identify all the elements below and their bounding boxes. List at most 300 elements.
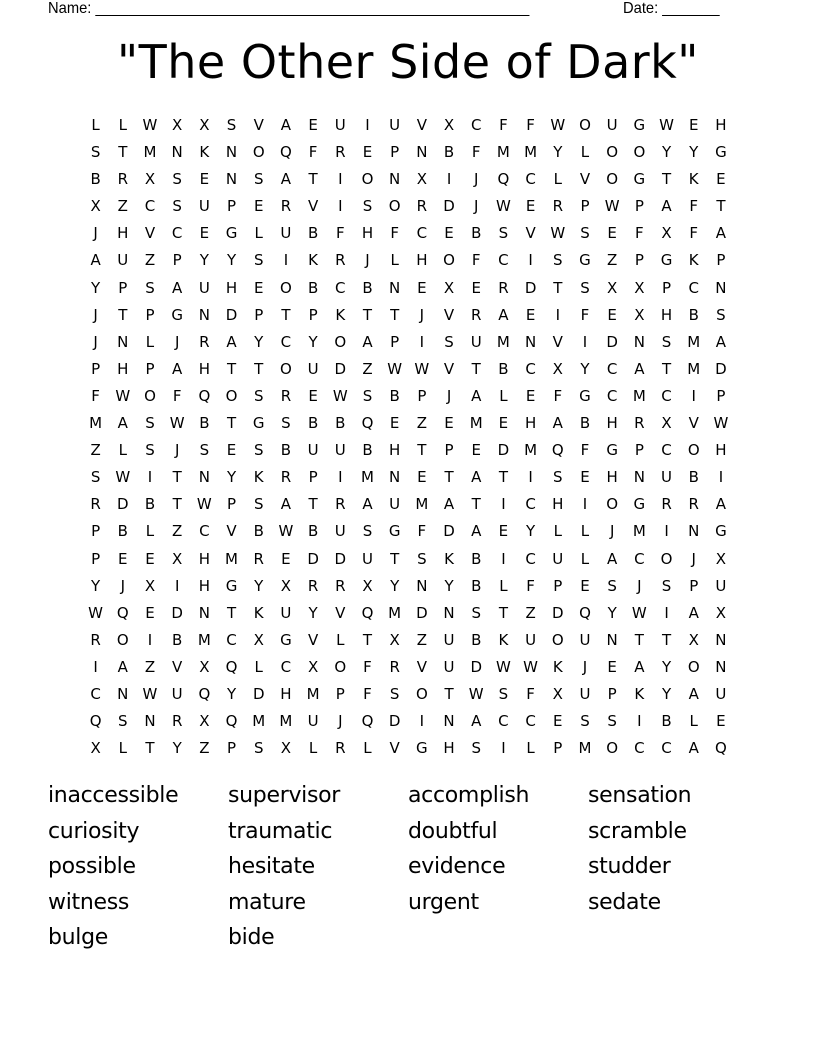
grid-cell: T [226,603,237,622]
grid-cell: N [225,170,238,189]
grid-cell: M [360,468,374,487]
grid-cell: Y [661,143,672,162]
grid-cell: T [226,359,237,378]
grid-cell: O [633,143,646,162]
grid-cell: X [172,116,183,134]
grid-cell: F [417,522,427,541]
grid-cell: S [362,522,373,541]
grid-cell: E [580,468,590,487]
grid-cell: S [253,170,264,189]
grid-cell: U [552,549,564,568]
grid-cell: N [443,603,455,622]
grid-cell: T [553,278,563,297]
grid-cell: O [443,251,455,270]
grid-cell: S [253,739,264,758]
grid-cell: N [198,305,210,324]
grid-cell: R [199,332,210,351]
grid-cell: P [145,359,155,378]
grid-cell: F [580,441,590,460]
grid-cell: C [416,224,428,243]
grid-cell: B [307,522,319,541]
grid-cell: K [444,549,454,568]
grid-cell: S [716,305,726,324]
grid-cell: R [335,143,346,162]
grid-cell: P [634,197,644,216]
grid-cell: X [661,414,672,433]
grid-cell: B [443,143,455,162]
grid-cell: B [199,414,210,433]
grid-cell: G [252,414,265,433]
grid-cell: H [198,576,210,595]
grid-cell: C [525,495,536,514]
grid-cell: H [117,224,129,243]
grid-cell: G [633,170,646,189]
grid-cell: D [552,603,564,622]
word-list-item: bulge [48,925,109,950]
grid-cell: K [498,630,509,649]
grid-cell: U [280,224,292,243]
grid-cell: X [552,359,563,378]
grid-cell: X [661,224,672,243]
grid-cell: Z [172,522,183,541]
grid-cell: N [416,576,428,595]
grid-cell: L [363,739,372,758]
grid-cell: S [90,143,101,162]
grid-cell: E [553,712,563,731]
grid-cell: C [661,441,672,460]
grid-cell: L [580,522,590,541]
grid-cell: L [254,224,263,243]
grid-cell: F [635,224,644,243]
grid-cell: G [225,224,238,243]
grid-cell: U [443,630,455,649]
grid-cell: M [197,630,211,649]
grid-cell: Z [144,251,156,270]
grid-cell: O [334,332,347,351]
grid-cell: X [90,739,101,758]
grid-cell: H [606,414,618,433]
grid-cell: X [307,657,319,676]
grid-cell: L [526,739,535,758]
grid-cell: H [443,739,455,758]
grid-cell: C [525,359,536,378]
grid-cell: E [308,386,318,405]
grid-cell: B [253,522,264,541]
grid-cell: W [468,684,484,703]
grid-cell: F [689,197,699,216]
grid-cell: N [715,630,727,649]
grid-cell: F [526,576,535,595]
grid-cell: J [93,305,98,324]
grid-cell: C [226,630,237,649]
grid-cell: U [389,495,401,514]
grid-cell: T [471,495,481,514]
grid-cell: R [335,495,346,514]
grid-cell: E [226,441,237,460]
grid-cell: Y [607,603,617,622]
grid-cell: Y [254,576,264,595]
grid-cell: Z [525,603,536,622]
grid-cell: V [552,332,563,351]
grid-cell: B [117,522,128,541]
grid-cell: E [607,305,617,324]
grid-cell: O [606,495,619,514]
grid-cell: G [280,630,292,649]
grid-cell: S [607,712,617,731]
grid-cell: X [253,630,264,649]
grid-cell: L [118,441,127,460]
grid-cell: W [196,495,212,514]
grid-cell: Q [715,739,727,758]
grid-cell: H [225,278,238,297]
grid-cell: M [496,143,510,162]
grid-cell: C [661,739,672,758]
grid-cell: A [688,739,699,758]
grid-cell: N [117,332,129,351]
grid-cell: T [254,359,264,378]
grid-cell: V [307,630,319,649]
grid-cell: B [335,414,346,433]
word-list [48,780,768,958]
grid-cell: I [283,251,289,270]
grid-cell: A [715,495,727,514]
grid-cell: M [524,441,538,460]
grid-cell: V [579,170,591,189]
name-date-header [48,0,720,20]
grid-cell: W [115,386,131,405]
grid-cell: R [280,197,292,216]
grid-cell: P [308,305,318,324]
grid-cell: B [362,278,373,297]
grid-cell: H [280,684,292,703]
grid-cell: S [253,251,264,270]
grid-cell: I [555,305,560,324]
grid-cell: U [525,630,537,649]
grid-cell: W [169,414,185,433]
grid-cell: L [254,657,263,676]
grid-cell: M [415,495,429,514]
grid-cell: E [607,657,617,676]
grid-cell: B [172,630,183,649]
grid-cell: X [199,712,210,731]
grid-cell: T [661,630,672,649]
grid-cell: C [498,712,509,731]
grid-cell: A [172,278,183,297]
grid-cell: F [526,116,535,134]
grid-cell: P [417,386,427,405]
grid-cell: B [307,224,319,243]
grid-cell: N [633,468,645,487]
grid-cell: P [227,495,237,514]
grid-cell: B [688,305,699,324]
word-list-item: studder [588,854,671,879]
grid-cell: T [172,495,182,514]
grid-cell: E [253,278,264,297]
grid-cell: C [525,170,536,189]
grid-cell: O [660,549,673,568]
grid-cell: P [227,197,237,216]
grid-cell: I [501,739,506,758]
grid-cell: Q [497,170,510,189]
grid-cell: Q [551,441,564,460]
grid-cell: C [634,549,645,568]
grid-cell: Z [199,739,210,758]
grid-cell: H [715,116,727,134]
grid-cell: A [362,332,373,351]
word-list-item: witness [48,889,130,915]
grid-cell: M [225,549,238,568]
grid-cell: E [417,468,427,487]
word-list-item: sensation [588,783,692,808]
grid-cell: X [715,549,727,568]
grid-cell: L [145,332,155,351]
grid-cell: P [716,251,726,270]
grid-cell: Y [553,143,563,162]
grid-cell: O [606,739,619,758]
grid-cell: T [498,603,508,622]
grid-cell: A [280,495,292,514]
grid-cell: S [389,684,400,703]
grid-cell: S [580,712,590,731]
grid-cell: S [661,576,672,595]
grid-cell: N [606,630,618,649]
grid-cell: Y [254,332,264,351]
grid-cell: Y [226,684,237,703]
grid-cell: A [172,359,183,378]
grid-cell: W [88,603,104,622]
grid-cell: H [660,305,673,324]
grid-cell: W [523,657,539,676]
grid-cell: J [582,657,588,676]
grid-cell: V [335,603,346,622]
grid-cell: V [226,522,237,541]
grid-cell: E [525,386,536,405]
grid-cell: Y [689,143,699,162]
grid-cell: N [144,712,156,731]
grid-cell: U [307,441,319,460]
grid-cell: K [552,657,563,676]
grid-cell: I [691,386,696,405]
grid-cell: H [389,441,401,460]
grid-cell: N [225,143,238,162]
grid-cell: Q [280,143,292,162]
grid-cell: U [470,332,482,351]
grid-cell: R [335,739,346,758]
grid-cell: I [528,251,533,270]
grid-cell: O [144,386,156,405]
grid-cell: A [688,603,699,622]
grid-cell: F [526,684,535,703]
grid-cell: W [414,359,430,378]
grid-cell: C [335,278,346,297]
grid-cell: B [661,712,672,731]
grid-cell: W [142,684,158,703]
grid-cell: P [553,576,563,595]
grid-cell: T [362,630,373,649]
grid-cell: O [579,116,591,134]
grid-cell: Q [116,603,129,622]
grid-cell: B [471,630,482,649]
grid-cell: Y [91,278,101,297]
grid-cell: X [199,116,210,134]
grid-cell: T [444,684,454,703]
grid-cell: R [471,305,482,324]
grid-cell: Z [607,251,618,270]
grid-cell: C [606,386,618,405]
grid-cell: R [280,386,292,405]
grid-cell: Z [416,414,427,433]
grid-cell: L [91,116,100,134]
grid-cell: A [607,549,618,568]
grid-cell: N [633,332,645,351]
grid-cell: J [637,576,642,595]
grid-cell: P [118,278,128,297]
grid-cell: E [145,603,155,622]
grid-cell: E [471,441,481,460]
grid-cell: G [579,386,591,405]
grid-cell: U [661,468,673,487]
grid-cell: R [688,495,699,514]
grid-cell: E [118,549,128,568]
grid-cell: I [147,468,153,487]
grid-cell: T [118,143,128,162]
grid-cell: L [580,549,590,568]
grid-cell: A [362,495,373,514]
grid-cell: R [307,576,319,595]
grid-cell: I [664,522,669,541]
grid-cell: X [144,170,156,189]
grid-cell: U [334,441,346,460]
grid-cell: F [308,143,318,162]
grid-cell: S [417,549,427,568]
grid-cell: Q [198,684,211,703]
grid-cell: E [716,712,726,731]
grid-cell: T [362,305,373,324]
grid-cell: J [691,549,696,568]
grid-cell: O [606,143,619,162]
grid-cell: X [144,576,156,595]
grid-cell: N [443,712,455,731]
grid-cell: L [118,116,127,134]
grid-cell: T [444,468,454,487]
grid-cell: G [606,441,618,460]
grid-cell: B [307,278,319,297]
grid-cell: V [688,414,699,433]
grid-cell: R [498,278,509,297]
grid-cell: I [501,495,506,514]
grid-cell: M [469,414,483,433]
grid-cell: D [252,684,265,703]
grid-cell: V [253,116,264,134]
grid-cell: T [661,359,672,378]
grid-cell: V [389,739,400,758]
grid-cell: I [338,170,343,189]
grid-cell: U [198,278,210,297]
grid-cell: O [388,197,401,216]
grid-cell: E [362,143,373,162]
grid-cell: I [582,332,588,351]
grid-cell: A [280,170,292,189]
grid-cell: N [715,278,727,297]
grid-cell: D [443,197,455,216]
grid-cell: G [579,251,591,270]
grid-cell: W [713,414,729,433]
grid-cell: I [528,468,533,487]
grid-cell: O [606,170,619,189]
grid-cell: E [498,414,509,433]
grid-cell: S [145,414,155,433]
grid-cell: P [145,305,155,324]
grid-cell: R [253,549,264,568]
grid-cell: G [171,305,183,324]
word-list-item: inaccessible [48,783,179,808]
grid-cell: U [361,549,373,568]
grid-cell: S [172,197,182,216]
word-list-item: supervisor [228,783,341,808]
grid-cell: S [553,251,563,270]
grid-cell: U [171,684,183,703]
grid-cell: R [90,630,101,649]
grid-cell: Z [144,657,156,676]
grid-cell: O [687,441,700,460]
grid-cell: F [471,143,481,162]
grid-cell: B [307,414,319,433]
word-list-item: accomplish [408,783,530,808]
grid-cell: P [254,305,264,324]
grid-cell: N [389,468,401,487]
grid-cell: F [363,657,372,676]
grid-cell: A [715,224,727,243]
grid-cell: T [498,468,508,487]
grid-cell: R [171,712,183,731]
grid-cell: I [338,468,343,487]
grid-cell: N [171,143,183,162]
grid-cell: S [199,441,210,460]
grid-cell: R [90,495,101,514]
grid-cell: U [198,197,210,216]
grid-cell: I [419,712,425,731]
grid-cell: P [390,143,400,162]
word-list-item: hesitate [228,854,315,879]
grid-cell: C [90,684,101,703]
grid-cell: Q [198,386,211,405]
grid-cell: G [633,116,646,134]
grid-cell: A [552,414,563,433]
grid-cell: M [496,332,510,351]
grid-cell: E [525,197,536,216]
grid-cell: T [281,305,291,324]
grid-cell: Q [361,712,374,731]
grid-cell: E [281,549,291,568]
grid-cell: N [524,332,537,351]
grid-cell: F [553,386,563,405]
grid-cell: K [308,251,319,270]
grid-cell: P [91,359,101,378]
grid-cell: A [471,468,482,487]
grid-cell: F [689,224,699,243]
word-list-item: bide [228,925,275,950]
grid-cell: B [144,495,156,514]
grid-cell: T [390,305,400,324]
grid-cell: S [253,495,264,514]
grid-cell: P [172,251,182,270]
grid-cell: H [117,359,129,378]
grid-cell: N [198,603,210,622]
grid-cell: I [582,495,588,514]
grid-cell: O [415,684,428,703]
grid-cell: T [145,739,155,758]
grid-cell: E [444,414,454,433]
